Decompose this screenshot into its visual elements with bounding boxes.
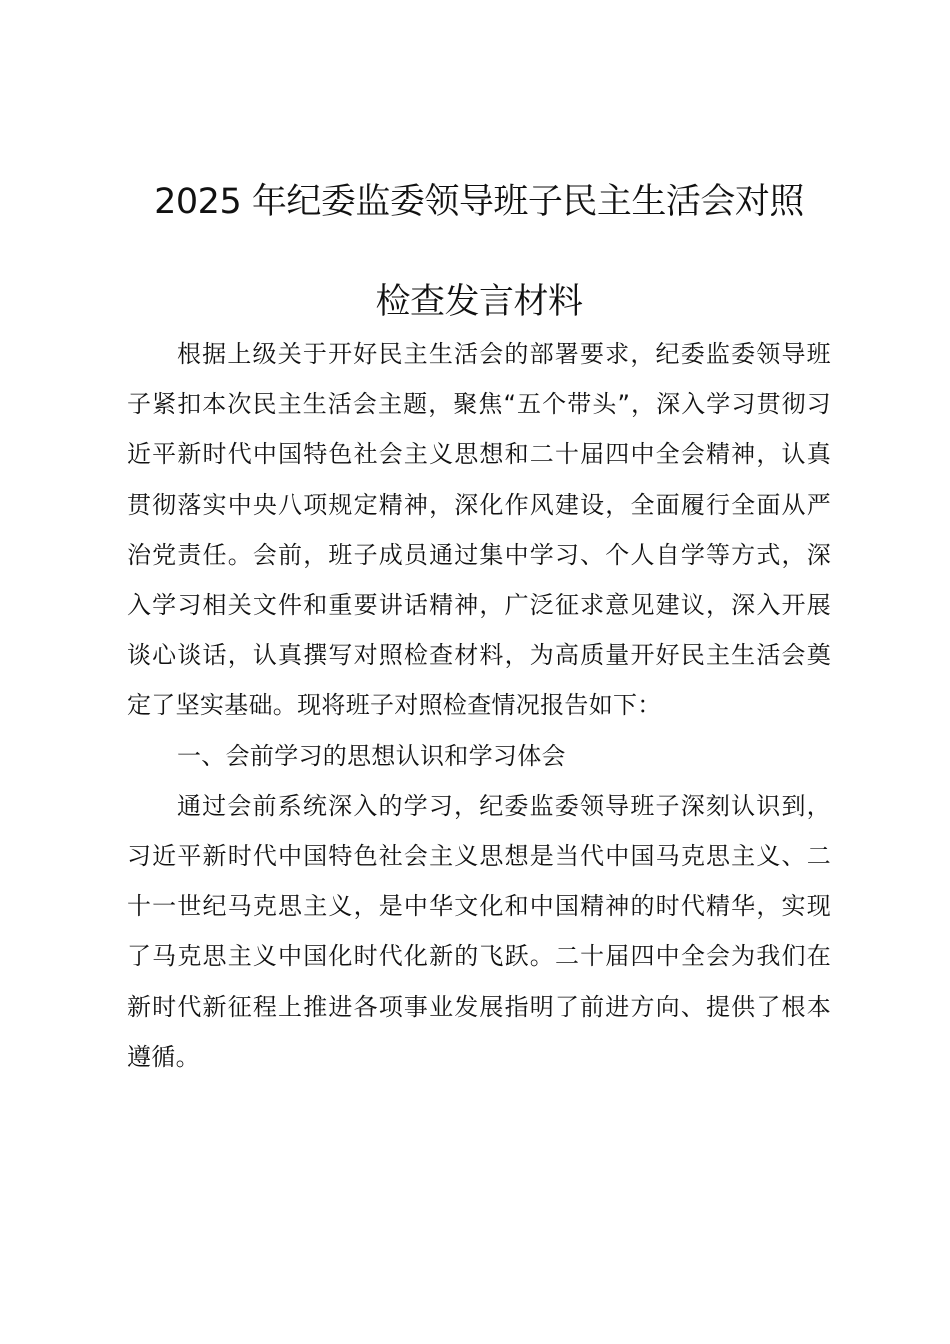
intro-paragraph: 根据上级关于开好民主生活会的部署要求，纪委监委领导班子紧扣本次民主生活会主题，聚焦“五个带头”，深入学习贯彻习近平新时代中国特色社会主义思想和二十届四中全会精神，认真贯彻落实中央八项规定精神，深化作风建设，全面履行全面从严治党责任。会前，班子成员通过集中学习、个人自学等方式，深入学习相关文件和重要讲话精神，广泛征求意见建议，深入开展谈心谈话，认真撰写对照检查材料，为高质量开好民主生活会奠定了坚实基础。现将班子对照检查情况报告如下：: [127, 340, 831, 720]
title-line-2: 检查发言材料: [375, 282, 583, 322]
title-line-1: 2025 年纪委监委领导班子民主生活会对照: [154, 182, 804, 222]
section-1-paragraph: 通过会前系统深入的学习，纪委监委领导班子深刻认识到，习近平新时代中国特色社会主义思想是当代中国马克思主义、二十一世纪马克思主义，是中华文化和中国精神的时代精华，实现了马克思主义中国化时代化新的飞跃。二十届四中全会为我们在新时代新征程上推进各项事业发展指明了前进方向、提供了根本遵循。: [127, 791, 831, 1071]
document-body: [127, 329, 831, 1082]
document-title: [126, 152, 832, 352]
section-heading-1: 一、会前学习的思想认识和学习体会: [177, 741, 566, 770]
